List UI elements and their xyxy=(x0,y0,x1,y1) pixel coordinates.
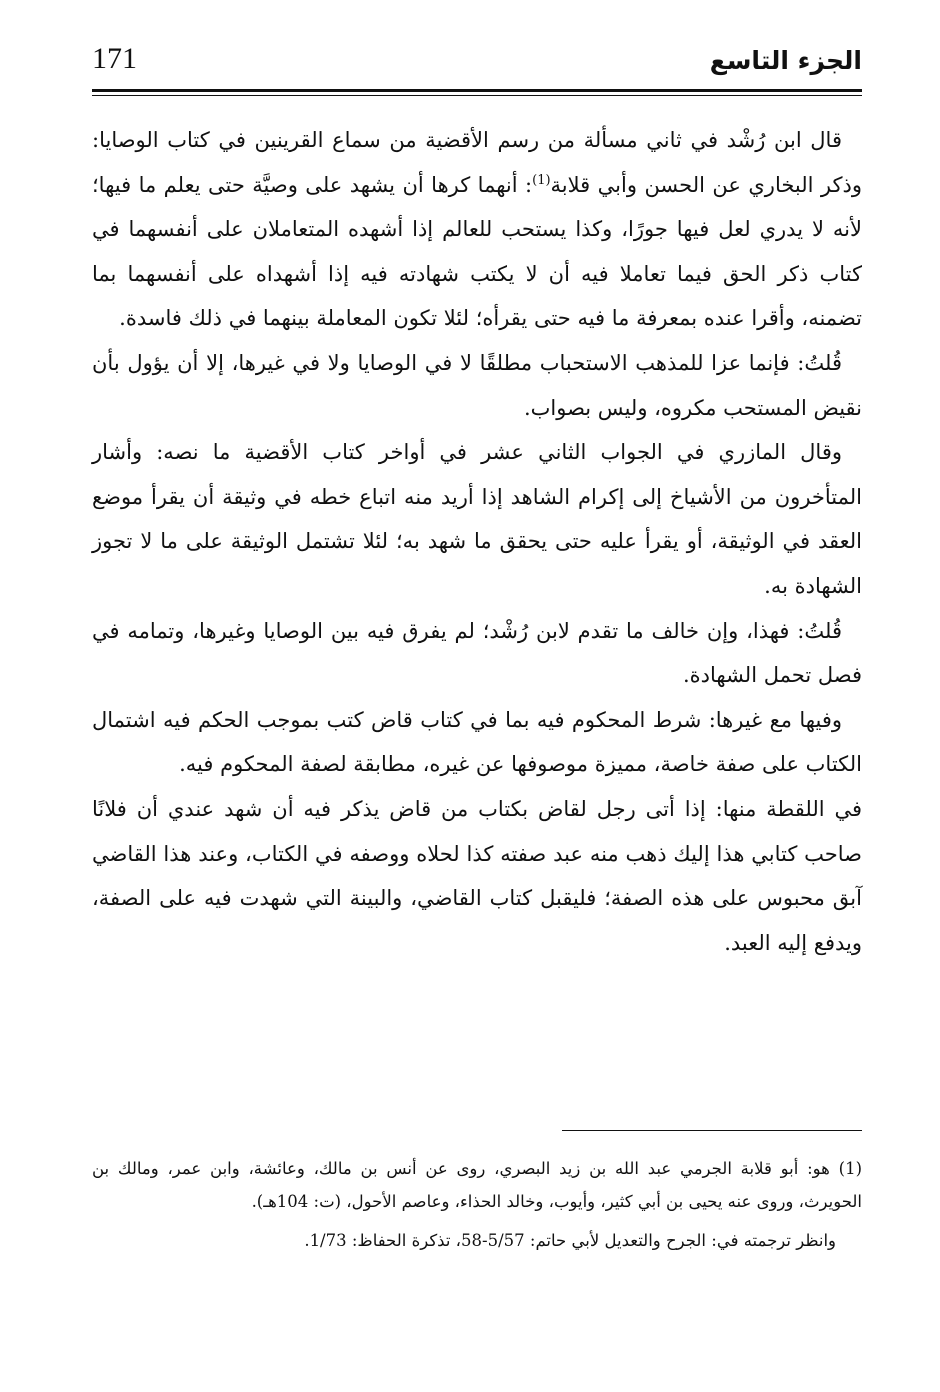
footnote-ref-1[interactable]: (1) xyxy=(532,172,551,188)
main-text xyxy=(92,118,862,965)
paragraph-4: قُلتُ: فهذا، وإن خالف ما تقدم لابن رُشْد؛ لم يفرق فيه بين الوصايا وغيرها، وتمامه في فصل تحمل الشهادة. xyxy=(92,618,862,688)
footnote-separator xyxy=(562,1130,862,1131)
page-number: 171 xyxy=(92,42,137,75)
header-rule-thick xyxy=(92,89,862,92)
paragraph-1-text: قال ابن رُشْد في ثاني مسألة من رسم الأقضية من سماع القرينين في كتاب الوصايا: وذكر البخاري عن الحسن وأبي قلابة xyxy=(92,128,862,197)
paragraph-5: وفيها مع غيرها: شرط المحكوم فيه بما في كتاب قاض كتب بموجب الحكم فيه اشتمال الكتاب على صفة خاصة، مميزة موصوفها عن غيره، مطابقة لصفة المحكوم فيه. xyxy=(92,707,862,777)
paragraph-2: قُلتُ: فإنما عزا للمذهب الاستحباب مطلقًا لا في الوصايا ولا في غيرها، إلا أن يؤول بأن نقيض المستحب مكروه، وليس بصواب. xyxy=(92,350,862,420)
page-header xyxy=(92,38,862,90)
paragraph-1 xyxy=(92,118,862,341)
header-rule-thin xyxy=(92,95,862,96)
footnotes xyxy=(92,1152,862,1257)
paragraph-3: وقال المازري في الجواب الثاني عشر في أواخر كتاب الأقضية ما نصه: وأشار المتأخرون من الأشياخ إلى إكرام الشاهد إذا أريد منه اتباع خطه في وثيقة أن يقرأ موضع العقد في الوثيقة، أو يقرأ عليه حتى يحقق ما شهد به؛ لئلا تشتمل الوثيقة على ما لا تجوز الشهادة به. xyxy=(92,440,862,598)
paragraph-1-continuation: : أنهما كرها أن يشهد على وصيَّة حتى يعلم ما فيها؛ لأنه لا يدري لعل فيها جورًا، وكذا يستحب للعالم إذا أشهده المتعاملان على أنفسهما في كتاب ذكر الحق فيما تعاملا فيه أن لا يكتب شهادته فيه إذا أشهداه على أنفسهما بما تضمنه، وأقرا عنده بمعرفة ما فيه حتى يقرأه؛ لئلا تكون المعاملة بينهما في ذلك فاسدة. xyxy=(92,172,862,331)
footnote-1-extra: وانظر ترجمته في: الجرح والتعديل لأبي حاتم: 5/57-58، تذكرة الحفاظ: 1/73. xyxy=(304,1231,836,1250)
footnote-1: (1) هو: أبو قلابة الجرمي عبد الله بن زيد البصري، روى عن أنس بن مالك، وعائشة، وابن عمر، ومالك بن الحويرث، وروى عنه يحيى بن أبي كثير، وأيوب، وخالد الحذاء، وعاصم الأحول، (ت: 104هـ). xyxy=(92,1159,862,1211)
paragraph-6: في اللقطة منها: إذا أتى رجل لقاض بكتاب من قاض يذكر فيه أن شهد عندي أن فلانًا صاحب كتابي هذا إليك ذهب منه عبد صفته كذا لحلاه ووصفه في الكتاب، وعند هذا القاضي آبق محبوس على هذه الصفة؛ فليقبل كتاب القاضي، والبينة التي شهدت فيه على الصفة، ويدفع إليه العبد. xyxy=(92,796,862,955)
running-head: الجزء التاسع xyxy=(709,46,862,75)
